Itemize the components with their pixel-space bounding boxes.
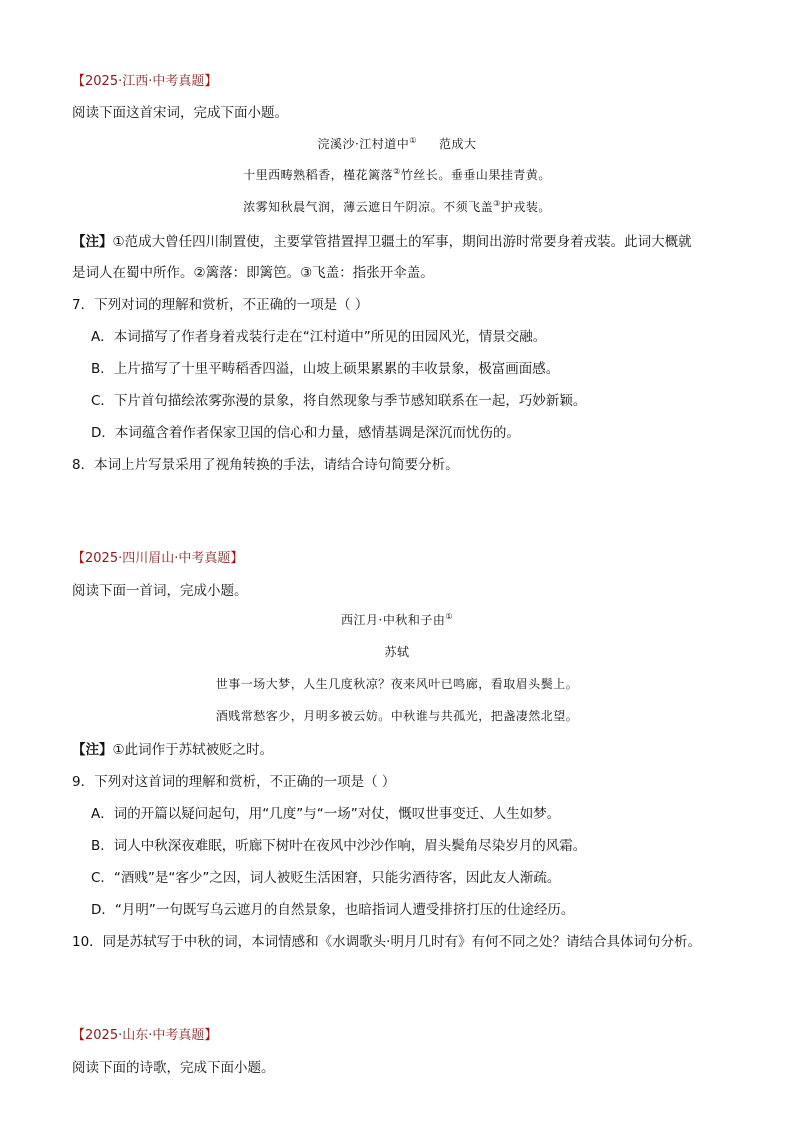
bracket-open: 【 <box>72 551 86 566</box>
note-line <box>72 230 692 250</box>
option-d: D．“月明”一句既写乌云遮月的自然景象，也暗指词人遭受排挤打压的仕途经历。 <box>91 902 575 918</box>
source-text: 2025·山东·中考真题 <box>85 1028 205 1043</box>
question-10: 10．同是苏轼写于中秋的词，本词情感和《水调歌头·明月几时有》有何不同之处？请结合具体词句分析。 <box>72 934 701 950</box>
note-line: 是词人在蜀中所作。②篱落：即篱笆。③飞盖：指张开伞盖。 <box>72 265 434 281</box>
bracket-close: 】 <box>204 74 218 89</box>
poem-title-text: 西江月·中秋和子由 <box>341 613 446 627</box>
intro-text: 阅读下面的诗歌，完成下面小题。 <box>72 1060 275 1076</box>
note-text: ①范成大曾任四川制置使，主要掌管措置捍卫疆土的军事，期间出游时常要身着戎装。此词大概就 <box>112 234 692 250</box>
intro-text: 阅读下面这首宋词，完成下面小题。 <box>72 105 288 121</box>
poem-author: 苏轼 <box>384 645 410 659</box>
poem-line <box>0 166 794 183</box>
bracket-close: 】 <box>204 1028 218 1043</box>
note-label: 【注】 <box>72 234 113 250</box>
note-label: 【注】 <box>72 742 113 758</box>
poem-author: 范成大 <box>438 137 477 151</box>
source-tag <box>72 1024 217 1043</box>
poem-line: 酒贱常愁客少，月明多被云妨。中秋谁与共孤光，把盏凄然北望。 <box>215 709 579 723</box>
poem-title-text: 浣溪沙·江村道中 <box>317 137 410 151</box>
source-tag <box>72 547 243 566</box>
option-d: D．本词蕴含着作者保家卫国的信心和力量，感情基调是深沉而忧伤的。 <box>91 425 520 441</box>
source-text: 2025·四川眉山·中考真题 <box>85 551 231 566</box>
poem-title <box>0 135 794 152</box>
question-8: 8．本词上片写景采用了视角转换的手法，请结合诗句简要分析。 <box>72 457 459 473</box>
footnote-marker: ① <box>409 136 417 145</box>
footnote-marker: ② <box>393 167 401 176</box>
note-line <box>72 738 273 758</box>
option-b: B．上片描写了十里平畴稻香四溢，山坡上硕果累累的丰收景象，极富画面感。 <box>91 361 560 377</box>
poem-line-part: 浓雾知秋晨气润，薄云遮日午阴凉。不须飞盖 <box>243 200 494 214</box>
poem-line <box>0 198 794 215</box>
source-tag <box>72 70 217 89</box>
footnote-marker: ③ <box>493 199 501 208</box>
poem-line-part: 竹丝长。垂垂山果挂青黄。 <box>400 168 551 182</box>
bracket-close: 】 <box>230 551 244 566</box>
intro-text: 阅读下面一首词，完成小题。 <box>72 583 248 599</box>
option-a: A．词的开篇以疑问起句，用“几度”与“一场”对仗，慨叹世事变迁、人生如梦。 <box>91 806 561 822</box>
note-text: ①此词作于苏轼被贬之时。 <box>112 742 274 758</box>
question-7: 7．下列对词的理解和赏析，不正确的一项是（ ） <box>72 297 369 313</box>
poem-line-part: 十里西畴熟稻香，槿花篱落 <box>243 168 394 182</box>
poem-line: 世事一场大梦，人生几度秋凉？夜来风叶已鸣廊，看取眉头鬓上。 <box>215 677 579 691</box>
option-c: C．“酒贱”是“客少”之因，词人被贬生活困窘，只能劣酒待客，因此友人渐疏。 <box>91 870 561 886</box>
footnote-marker: ① <box>445 612 453 621</box>
option-b: B．词人中秋深夜难眠，听廊下树叶在夜风中沙沙作响，眉头鬓角尽染岁月的风霜。 <box>91 838 587 854</box>
poem-line-part: 护戎装。 <box>500 200 551 214</box>
option-a: A．本词描写了作者身着戎装行走在“江村道中”所见的田园风光，情景交融。 <box>91 329 547 345</box>
option-c: C．下片首句描绘浓雾弥漫的景象，将自然现象与季节感知联系在一起，巧妙新颖。 <box>91 393 587 409</box>
question-9: 9．下列对这首词的理解和赏析，不正确的一项是（ ） <box>72 774 396 790</box>
bracket-open: 【 <box>72 1028 86 1043</box>
bracket-open: 【 <box>72 74 86 89</box>
source-text: 2025·江西·中考真题 <box>85 74 205 89</box>
poem-title <box>0 611 794 628</box>
